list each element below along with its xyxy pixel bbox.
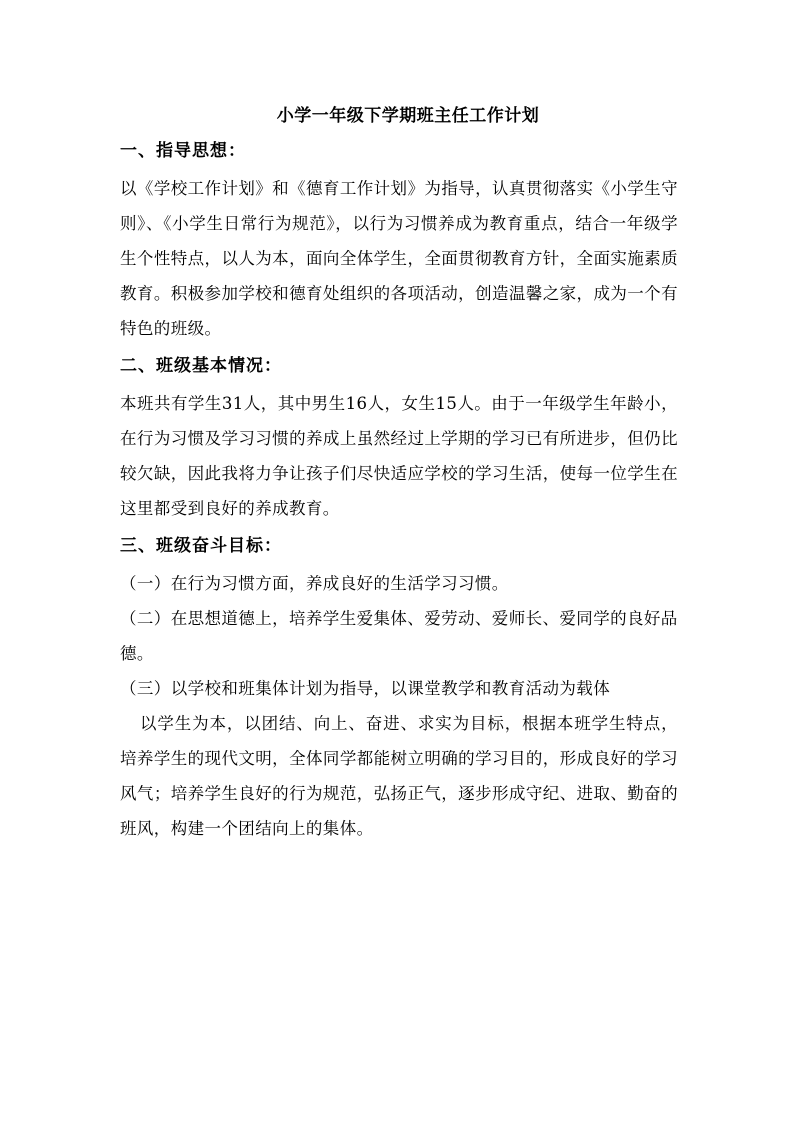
section-body-class-situation: 本班共有学生31人，其中男生16人，女生15人。由于一年级学生年龄小，在行为习惯及学习习惯的养成上虽然经过上学期的学习已有所进步，但仍比较欠缺，因此我将力争让孩子们尽快适应学校的学习生活，使每一位学生在这里都受到良好的养成教育。 xyxy=(120,394,678,518)
section-body-guiding-ideology: 以《学校工作计划》和《德育工作计划》为指导，认真贯彻落实《小学生守则》、《小学生日常行为规范》，以行为习惯养成为教育重点，结合一年级学生个性特点，以人为本，面向全体学生，全面贯彻教育方针，全面实施素质教育。积极参加学校和德育处组织的各项活动，创造温馨之家，成为一个有特色的班级。 xyxy=(120,179,678,338)
section-heading-class-situation: 二、班级基本情况： xyxy=(120,356,282,376)
goal-item-1: （一）在行为习惯方面，养成良好的生活学习习惯。 xyxy=(120,574,509,593)
section-heading-guiding-ideology: 一、指导思想： xyxy=(120,141,246,161)
section-body-class-goals: 以学生为本，以团结、向上、奋进、求实为目标，根据本班学生特点，培养学生的现代文明，全体同学都能树立明确的学习目的，形成良好的学习风气；培养学生良好的行为规范，弘扬正气，逐步形成守纪、进取、勤奋的班风，构建一个团结向上的集体。 xyxy=(120,714,678,838)
goal-item-3: （三）以学校和班集体计划为指导，以课堂教学和教育活动为载体 xyxy=(120,679,611,698)
document-title: 小学一年级下学期班主任工作计划 xyxy=(276,106,540,126)
section-heading-class-goals: 三、班级奋斗目标： xyxy=(120,536,282,556)
goal-item-2: （二）在思想道德上，培养学生爱集体、爱劳动、爱师长、爱同学的良好品德。 xyxy=(120,609,678,663)
document-content xyxy=(120,102,678,849)
